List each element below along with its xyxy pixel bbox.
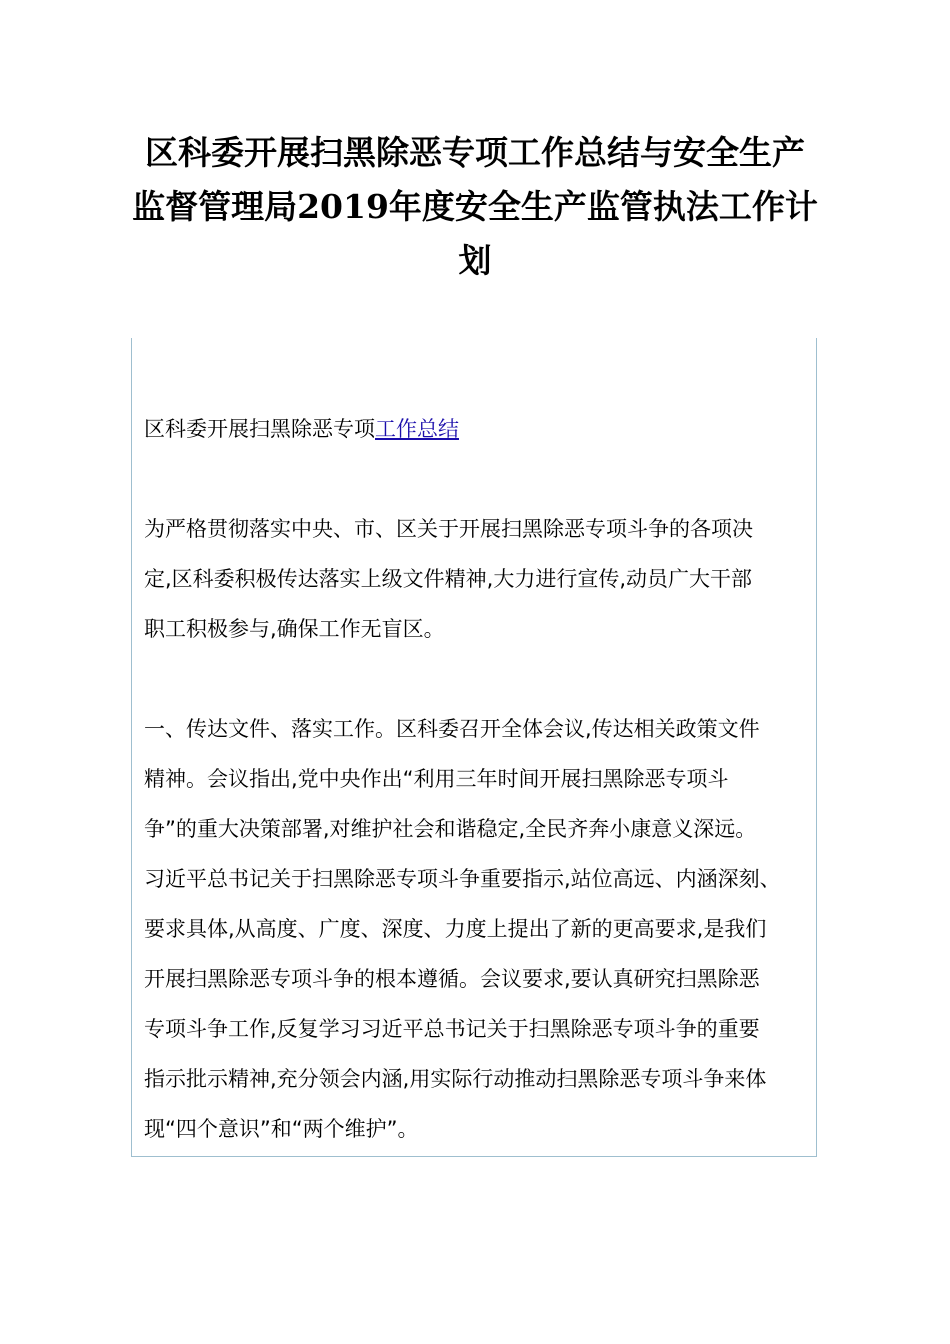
paragraph-line: 要求具体,从高度、广度、深度、力度上提出了新的更高要求,是我们 xyxy=(144,917,767,941)
paragraph-line: 精神。会议指出,党中央作出“利用三年时间开展扫黑除恶专项斗 xyxy=(144,767,729,791)
paragraph-line: 现“四个意识”和“两个维护”。 xyxy=(144,1117,419,1141)
paragraph-line: 专项斗争工作,反复学习习近平总书记关于扫黑除恶专项斗争的重要 xyxy=(144,1017,760,1041)
paragraph-line: 为严格贯彻落实中央、市、区关于开展扫黑除恶专项斗争的各项决 xyxy=(144,517,753,541)
section-heading-text: 区科委开展扫黑除恶专项 xyxy=(144,417,375,441)
paragraph-line: 指示批示精神,充分领会内涵,用实际行动推动扫黑除恶专项斗争来体 xyxy=(144,1067,767,1091)
section-one-paragraph xyxy=(144,704,812,1154)
paragraph-line: 开展扫黑除恶专项斗争的根本遵循。会议要求,要认真研究扫黑除恶 xyxy=(144,967,760,991)
document-body xyxy=(144,404,812,1154)
section-heading xyxy=(144,404,812,454)
paragraph-line: 习近平总书记关于扫黑除恶专项斗争重要指示,站位高远、内涵深刻、 xyxy=(144,867,781,891)
paragraph-line: 争”的重大决策部署,对维护社会和谐稳定,全民齐奔小康意义深远。 xyxy=(144,817,757,841)
document-title xyxy=(120,126,830,288)
paragraph-line: 一、传达文件、落实工作。区科委召开全体会议,传达相关政策文件 xyxy=(144,717,760,741)
title-line: 区科委开展扫黑除恶专项工作总结与安全生产 xyxy=(145,133,805,172)
work-summary-link[interactable]: 工作总结 xyxy=(375,417,459,441)
intro-paragraph xyxy=(144,504,812,654)
paragraph-line: 职工积极参与,确保工作无盲区。 xyxy=(144,617,445,641)
paragraph-line: 定,区科委积极传达落实上级文件精神,大力进行宣传,动员广大干部 xyxy=(144,567,753,591)
title-line: 划 xyxy=(458,241,492,280)
title-line: 监督管理局2019年度安全生产监管执法工作计 xyxy=(132,187,818,226)
